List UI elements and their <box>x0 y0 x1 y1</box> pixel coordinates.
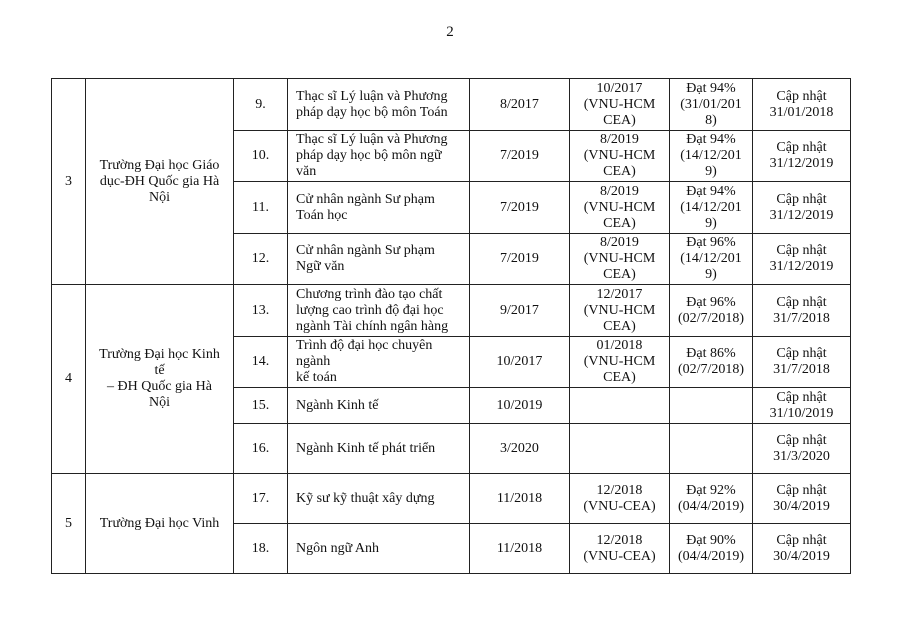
institution-name-line: – ĐH Quốc gia Hà <box>107 379 212 394</box>
program-name-line: ngành <box>296 354 331 369</box>
update-status-line: 31/7/2018 <box>773 362 830 377</box>
agency-line: CEA) <box>603 112 636 128</box>
result-line: 9) <box>705 267 717 282</box>
program-name <box>288 131 470 182</box>
result-line: Đạt 86% <box>686 346 736 361</box>
evaluation-date: 10/2019 <box>470 388 570 424</box>
table-body <box>52 79 851 574</box>
agency-line: CEA) <box>603 318 636 334</box>
program-name-line: kế toán <box>296 370 337 385</box>
update-status-line: Cập nhật <box>776 243 827 258</box>
result-line: Đạt 96% <box>686 235 736 250</box>
program-number: 13. <box>234 285 288 337</box>
result-line: (14/12/201 <box>680 148 742 163</box>
agency <box>570 182 670 234</box>
update-status <box>753 424 851 474</box>
accreditation-table <box>51 78 851 574</box>
program-number: 15. <box>234 388 288 424</box>
result <box>670 234 753 285</box>
agency <box>570 424 670 474</box>
update-status-line: Cập nhật <box>776 482 827 498</box>
agency <box>570 524 670 574</box>
agency-line: CEA) <box>603 164 636 179</box>
institution-index: 4 <box>52 285 86 474</box>
result-line: (04/4/2019) <box>677 548 745 564</box>
institution-index: 5 <box>52 474 86 574</box>
institution-name-line: tế <box>154 363 165 378</box>
update-status-line: 30/4/2019 <box>773 498 830 514</box>
agency <box>570 337 670 388</box>
program-name-line: ngành Tài chính ngân hàng <box>296 318 449 334</box>
program-number: 11. <box>234 182 288 234</box>
program-name-line: Trình độ đại học chuyên <box>296 338 433 353</box>
program-name-line: Kỹ sư kỹ thuật xây dựng <box>296 490 435 506</box>
update-status-line: 31/10/2019 <box>769 405 834 421</box>
program-name-line: Toán học <box>296 207 348 223</box>
result-line: Đạt 94% <box>686 80 736 96</box>
agency-line: 8/2019 <box>600 235 639 250</box>
program-name-line: pháp dạy học bộ môn ngữ <box>296 148 442 163</box>
update-status-line: 31/01/2018 <box>769 104 834 120</box>
program-number: 12. <box>234 234 288 285</box>
program-name-line: Cử nhân ngành Sư phạm <box>296 243 435 258</box>
result <box>670 337 753 388</box>
result-line: Đạt 94% <box>686 183 736 199</box>
result-line: 8) <box>705 112 717 128</box>
agency <box>570 285 670 337</box>
evaluation-date: 7/2019 <box>470 131 570 182</box>
update-status <box>753 285 851 337</box>
agency-line: CEA) <box>603 215 636 231</box>
program-number: 17. <box>234 474 288 524</box>
evaluation-date: 3/2020 <box>470 424 570 474</box>
program-name <box>288 424 470 474</box>
agency-line: CEA) <box>603 267 636 282</box>
program-number: 18. <box>234 524 288 574</box>
program-name-line: Thạc sĩ Lý luận và Phương <box>296 88 448 104</box>
agency <box>570 131 670 182</box>
institution-name <box>86 474 234 574</box>
institution-name <box>86 285 234 474</box>
agency <box>570 474 670 524</box>
program-number: 14. <box>234 337 288 388</box>
update-status-line: Cập nhật <box>776 294 827 310</box>
table-row <box>52 79 851 131</box>
update-status-line: 31/12/2019 <box>769 259 834 274</box>
update-status-line: Cập nhật <box>776 432 827 448</box>
update-status <box>753 474 851 524</box>
program-name-line: Ngành Kinh tế phát triển <box>296 440 436 456</box>
update-status-line: Cập nhật <box>776 389 827 405</box>
program-name <box>288 337 470 388</box>
program-name-line: lượng cao trình độ đại học <box>296 302 444 318</box>
update-status-line: Cập nhật <box>776 140 827 155</box>
evaluation-date: 7/2019 <box>470 234 570 285</box>
agency-line: 12/2017 <box>596 286 643 302</box>
update-status <box>753 79 851 131</box>
result <box>670 79 753 131</box>
program-name <box>288 474 470 524</box>
evaluation-date: 11/2018 <box>470 474 570 524</box>
program-name <box>288 388 470 424</box>
program-name-line: văn <box>296 164 317 179</box>
program-number: 9. <box>234 79 288 131</box>
program-number: 10. <box>234 131 288 182</box>
institution-name <box>86 79 234 285</box>
program-name <box>288 524 470 574</box>
program-name-line: pháp dạy học bộ môn Toán <box>296 104 448 120</box>
program-name <box>288 182 470 234</box>
result-line: (31/01/201 <box>680 96 742 112</box>
update-status-line: Cập nhật <box>776 88 827 104</box>
agency-line: (VNU-HCM <box>583 302 656 318</box>
program-name <box>288 79 470 131</box>
result <box>670 424 753 474</box>
agency <box>570 388 670 424</box>
agency-line: 8/2019 <box>600 132 639 147</box>
evaluation-date: 7/2019 <box>470 182 570 234</box>
program-name-line: Ngữ văn <box>296 259 345 274</box>
program-name-line: Ngôn ngữ Anh <box>296 540 380 556</box>
program-name-line: Cử nhân ngành Sư phạm <box>296 191 435 207</box>
update-status <box>753 524 851 574</box>
agency-line: 12/2018 <box>596 532 643 548</box>
update-status-line: 30/4/2019 <box>773 548 830 564</box>
update-status <box>753 388 851 424</box>
agency-line: (VNU-HCM <box>583 251 656 266</box>
result-line: 9) <box>705 215 717 231</box>
update-status-line: Cập nhật <box>776 532 827 548</box>
page-number: 2 <box>446 24 454 40</box>
program-name <box>288 285 470 337</box>
result-line: Đạt 94% <box>686 132 736 147</box>
institution-name-line: Nội <box>149 395 170 410</box>
result-line: (14/12/201 <box>680 199 742 215</box>
result-line: Đạt 92% <box>686 482 736 498</box>
agency-line: CEA) <box>603 370 636 385</box>
update-status <box>753 234 851 285</box>
evaluation-date: 9/2017 <box>470 285 570 337</box>
agency-line: (VNU-HCM <box>583 199 656 215</box>
program-name-line: Ngành Kinh tế <box>296 397 379 413</box>
update-status-line: 31/12/2019 <box>769 156 834 171</box>
update-status <box>753 131 851 182</box>
update-status <box>753 182 851 234</box>
result-line: 9) <box>705 164 717 179</box>
agency-line: 10/2017 <box>596 80 643 96</box>
agency-line: (VNU-CEA) <box>583 548 656 564</box>
result-line: (14/12/201 <box>680 251 742 266</box>
institution-index: 3 <box>52 79 86 285</box>
institution-name-line: Trường Đại học Giáo <box>99 157 220 173</box>
agency-line: 01/2018 <box>596 338 643 353</box>
update-status-line: 31/12/2019 <box>769 207 834 223</box>
result <box>670 131 753 182</box>
program-name-line: Chương trình đào tạo chất <box>296 286 443 302</box>
update-status-line: Cập nhật <box>776 346 827 361</box>
table-row <box>52 474 851 524</box>
result <box>670 524 753 574</box>
agency <box>570 234 670 285</box>
evaluation-date: 10/2017 <box>470 337 570 388</box>
result <box>670 388 753 424</box>
result-line: (02/7/2018) <box>677 310 745 326</box>
agency-line: 12/2018 <box>596 482 643 498</box>
update-status-line: 31/3/2020 <box>773 448 830 464</box>
agency-line: (VNU-HCM <box>583 96 656 112</box>
result <box>670 474 753 524</box>
program-name <box>288 234 470 285</box>
result <box>670 285 753 337</box>
result-line: (04/4/2019) <box>677 498 745 514</box>
table-row <box>52 285 851 337</box>
update-status <box>753 337 851 388</box>
result-line: (02/7/2018) <box>677 362 745 377</box>
institution-name-line: dục-ĐH Quốc gia Hà <box>99 173 220 189</box>
update-status-line: Cập nhật <box>776 191 827 207</box>
program-number: 16. <box>234 424 288 474</box>
evaluation-date: 8/2017 <box>470 79 570 131</box>
institution-name-line: Trường Đại học Kinh <box>99 347 220 362</box>
result <box>670 182 753 234</box>
agency-line: 8/2019 <box>600 183 639 199</box>
evaluation-date: 11/2018 <box>470 524 570 574</box>
agency-line: (VNU-HCM <box>583 354 656 369</box>
agency-line: (VNU-HCM <box>583 148 656 163</box>
program-name-line: Thạc sĩ Lý luận và Phương <box>296 132 448 147</box>
institution-name-line: Trường Đại học Vinh <box>99 515 220 531</box>
result-line: Đạt 96% <box>686 294 736 310</box>
update-status-line: 31/7/2018 <box>773 310 830 326</box>
result-line: Đạt 90% <box>686 532 736 548</box>
institution-name-line: Nội <box>149 189 170 205</box>
agency-line: (VNU-CEA) <box>583 498 656 514</box>
agency <box>570 79 670 131</box>
